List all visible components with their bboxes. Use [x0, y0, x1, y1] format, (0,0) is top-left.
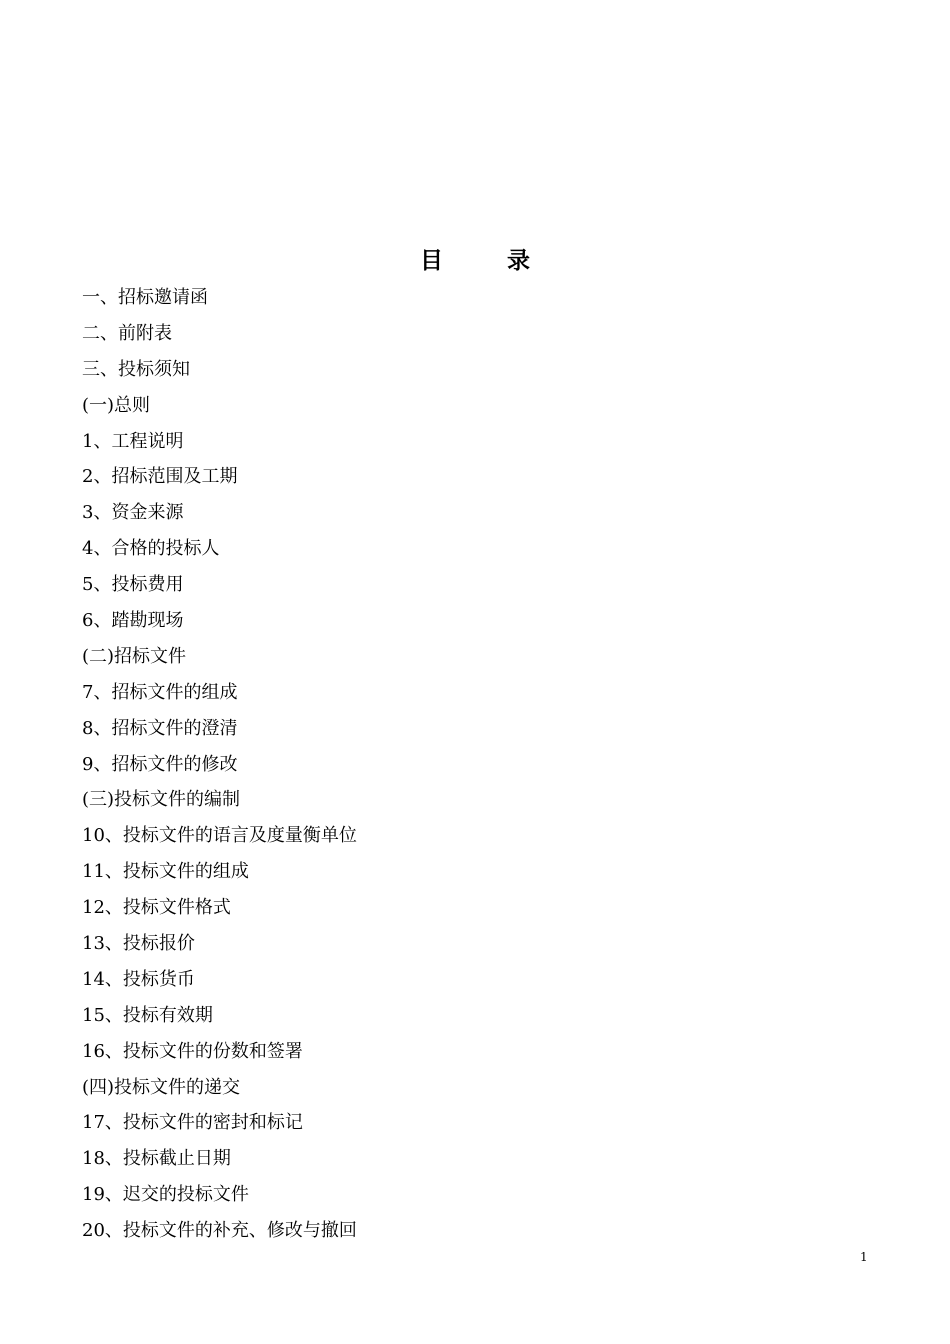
toc-item: 12、投标文件格式 — [82, 897, 231, 919]
toc-item: 一、招标邀请函 — [82, 287, 208, 308]
toc-item: (三)投标文件的编制 — [82, 789, 241, 811]
toc-item: 9、招标文件的修改 — [82, 753, 238, 775]
toc-item: (一)总则 — [82, 394, 151, 416]
table-of-contents — [82, 280, 357, 1249]
toc-item: 5、投标费用 — [82, 574, 184, 596]
title-char-2: 录 — [507, 248, 530, 274]
toc-item: 4、合格的投标人 — [82, 538, 220, 560]
toc-item: 2、招标范围及工期 — [82, 466, 238, 488]
toc-item: 三、投标须知 — [82, 358, 190, 380]
toc-item: 二、前附表 — [82, 322, 172, 344]
page-title — [0, 244, 950, 278]
toc-item: 11、投标文件的组成 — [82, 861, 249, 883]
toc-item: 18、投标截止日期 — [82, 1148, 231, 1170]
toc-item: 8、招标文件的澄清 — [82, 717, 238, 739]
toc-item: 17、投标文件的密封和标记 — [82, 1112, 303, 1134]
toc-item: 7、招标文件的组成 — [82, 681, 238, 703]
toc-item: 10、投标文件的语言及度量衡单位 — [82, 825, 357, 847]
toc-item: 16、投标文件的份数和签署 — [82, 1040, 303, 1062]
toc-item: 6、踏勘现场 — [82, 610, 184, 632]
toc-item: 14、投标货币 — [82, 968, 195, 990]
toc-item: 20、投标文件的补充、修改与撤回 — [82, 1220, 357, 1242]
title-char-1: 目 — [420, 248, 443, 274]
toc-item: 13、投标报价 — [82, 933, 195, 955]
toc-item: 1、工程说明 — [82, 430, 184, 452]
toc-item: 3、资金来源 — [82, 502, 184, 524]
page-number: 1 — [860, 1250, 868, 1264]
toc-item: 19、迟交的投标文件 — [82, 1184, 249, 1206]
toc-item: (二)招标文件 — [82, 645, 187, 667]
toc-item: 15、投标有效期 — [82, 1004, 213, 1026]
toc-item: (四)投标文件的递交 — [82, 1076, 241, 1098]
